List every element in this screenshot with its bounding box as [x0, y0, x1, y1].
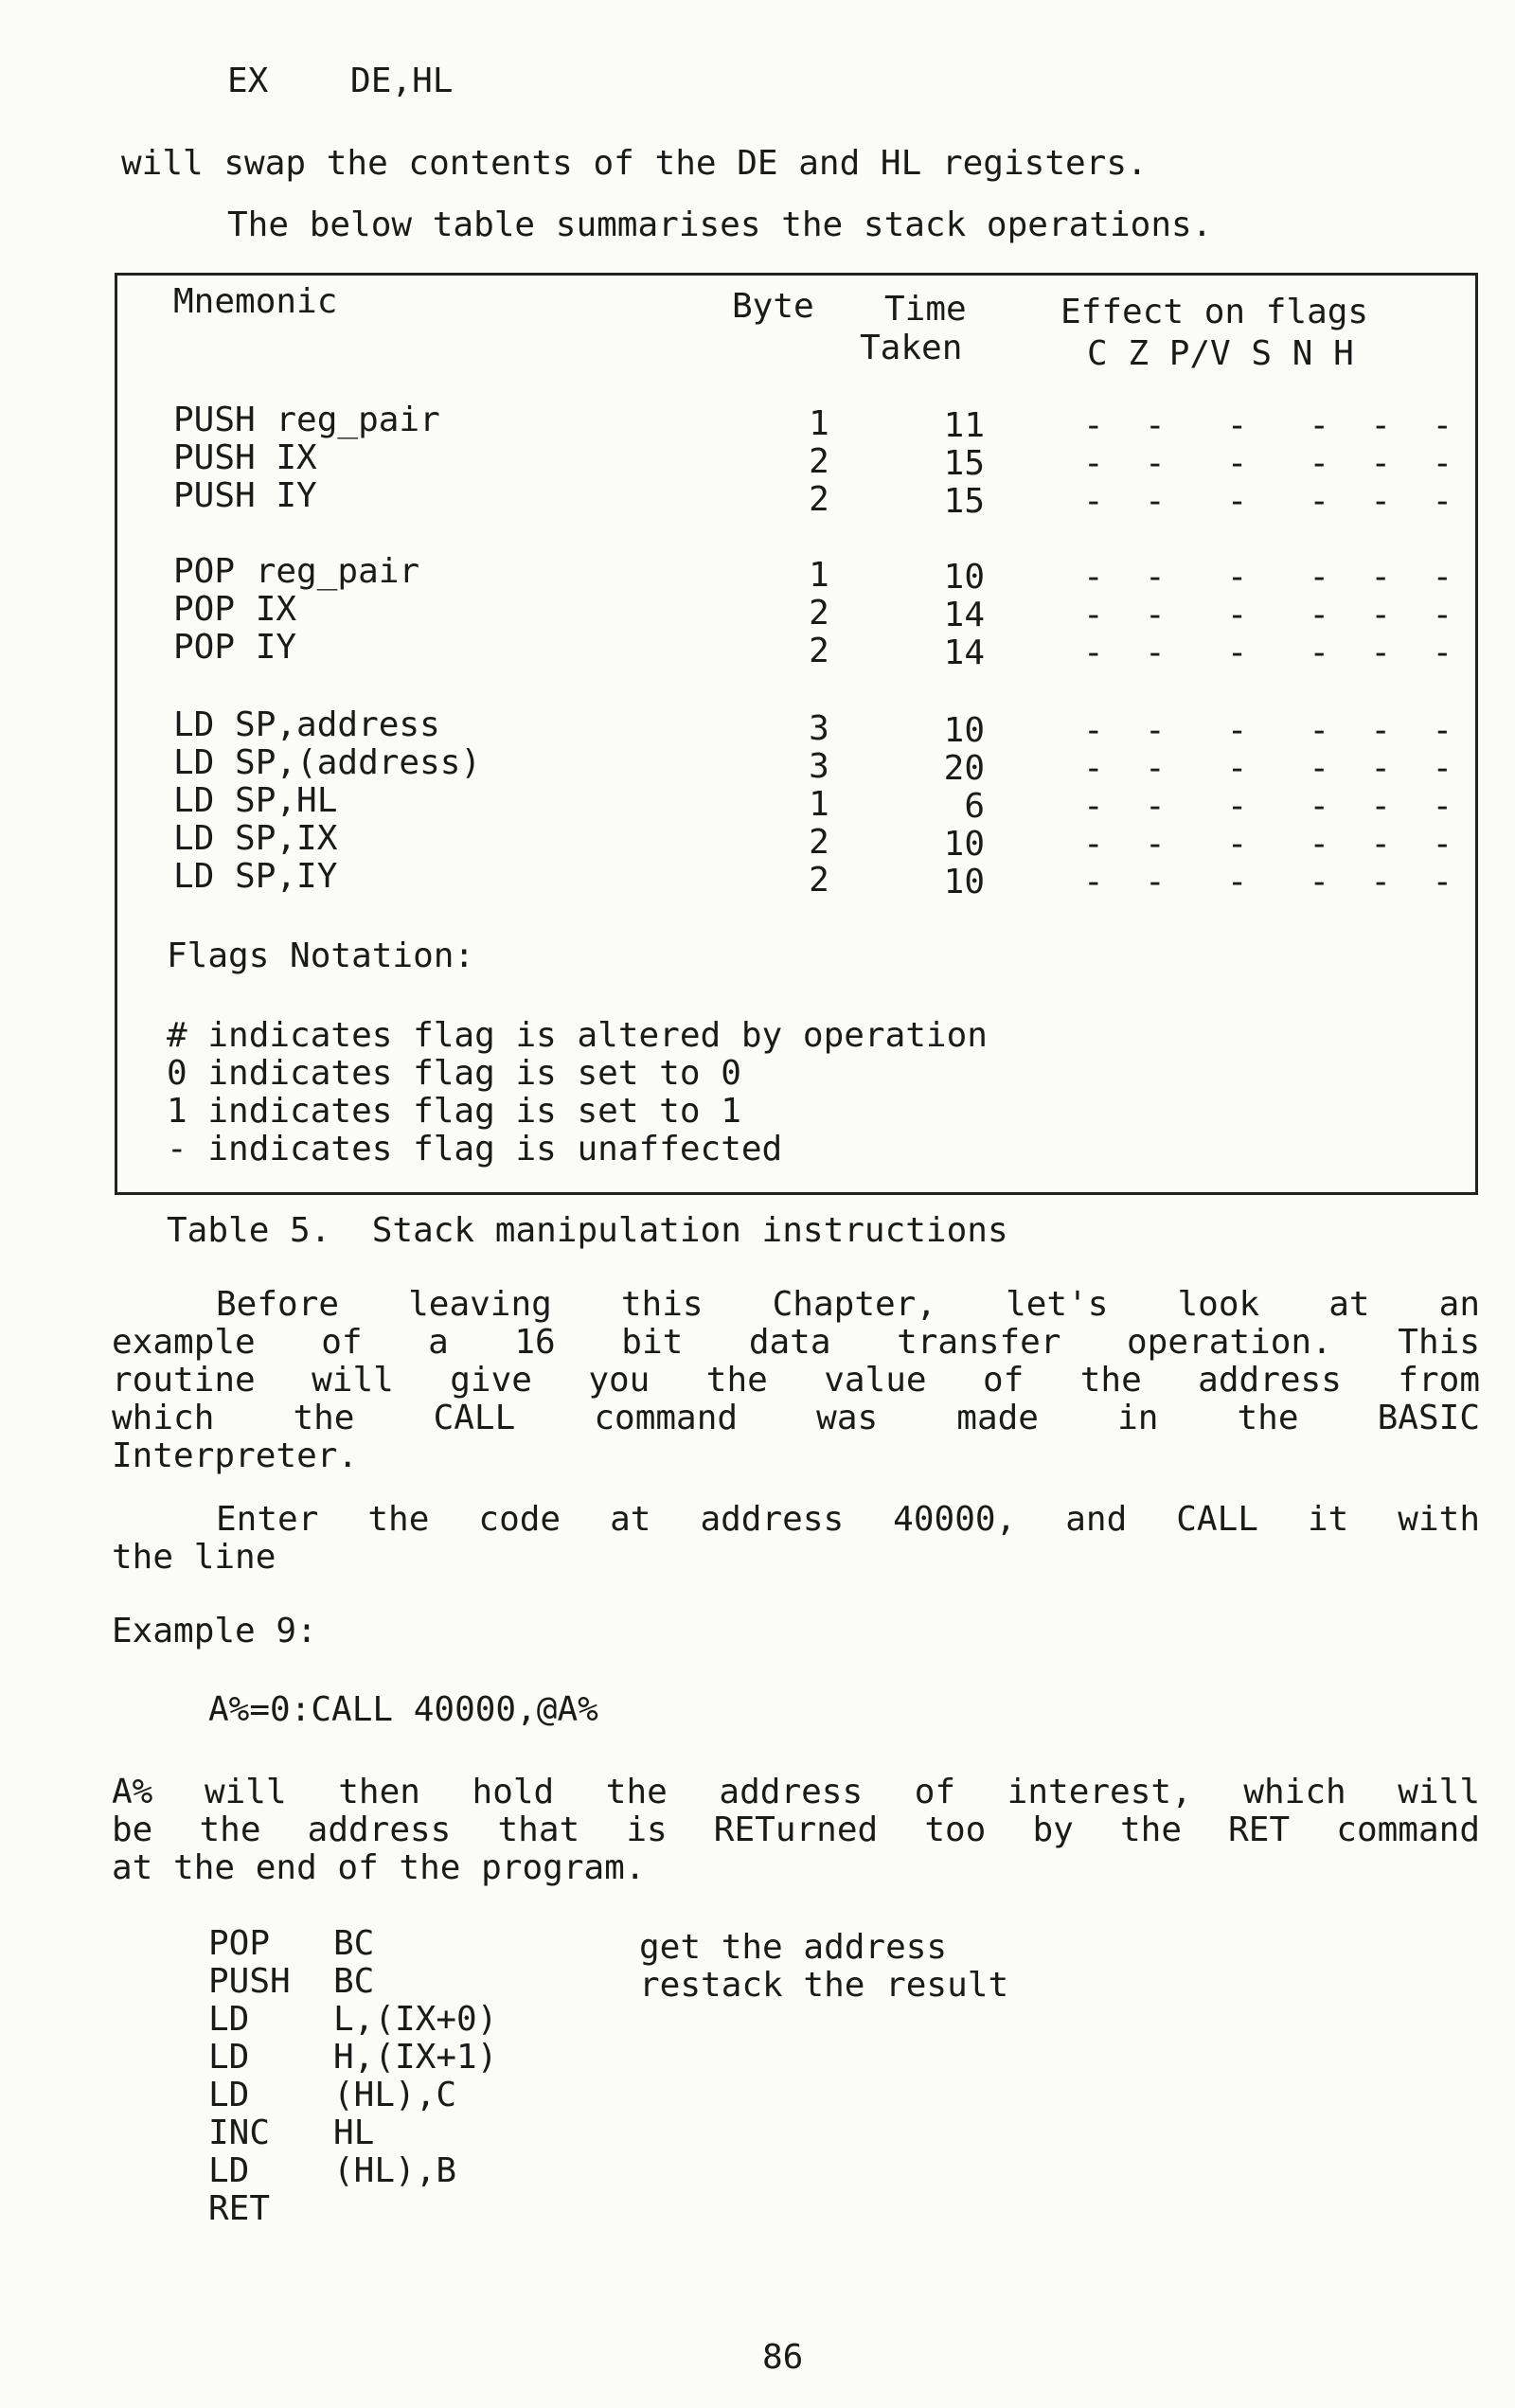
row-flags: - - - - - - [1083, 482, 1453, 521]
notation-line: # indicates flag is altered by operation [167, 1016, 988, 1055]
notation-line: 0 indicates flag is set to 0 [167, 1054, 741, 1093]
para2-last-line: the line [112, 1538, 276, 1577]
table-intro-text: The below table summarises the stack operations. [227, 205, 1213, 244]
header-flag-columns: C Z P/V S N H [1087, 334, 1354, 373]
para1-line: routine will give you the value of the address from [112, 1361, 1480, 1400]
para2-line: Enter the code at address 40000, and CALL it with [216, 1500, 1480, 1539]
listing-arg: HL [333, 2114, 375, 2152]
header-effect-on-flags: Effect on flags [1060, 293, 1369, 331]
row-time: 20 [943, 749, 985, 788]
row-byte: 2 [809, 442, 829, 481]
row-time: 14 [943, 633, 985, 672]
row-flags: - - - - - - [1083, 444, 1453, 483]
row-time: 10 [943, 825, 985, 864]
row-byte: 1 [809, 404, 829, 443]
header-time-taken: Taken [860, 329, 963, 367]
row-mnemonic: LD SP,address [173, 705, 440, 744]
row-byte: 2 [809, 632, 829, 670]
row-mnemonic: PUSH reg_pair [173, 401, 440, 439]
row-flags: - - - - - - [1083, 863, 1453, 901]
listing-arg: H,(IX+1) [333, 2038, 498, 2077]
page-number: 86 [762, 2338, 804, 2377]
row-time: 11 [943, 406, 985, 445]
row-byte: 3 [809, 747, 829, 786]
notation-line: 1 indicates flag is set to 1 [167, 1092, 741, 1131]
row-mnemonic: LD SP,HL [173, 781, 338, 820]
row-flags: - - - - - - [1083, 596, 1453, 634]
para1-line: Before leaving this Chapter, let's look at an [216, 1285, 1480, 1324]
para1-line: example of a 16 bit data transfer operation. This [112, 1323, 1480, 1362]
row-byte: 1 [809, 556, 829, 595]
row-mnemonic: PUSH IY [173, 476, 317, 515]
row-time: 14 [943, 596, 985, 634]
listing-op: LD [208, 2151, 250, 2190]
example-label: Example 9: [112, 1612, 317, 1650]
row-time: 10 [943, 711, 985, 750]
listing-arg: (HL),B [333, 2151, 457, 2190]
notation-line: - indicates flag is unaffected [167, 1130, 783, 1168]
para3-line: A% will then hold the address of interest, which will [112, 1773, 1480, 1811]
header-time: Time [884, 290, 967, 329]
row-mnemonic: LD SP,(address) [173, 743, 482, 782]
table-caption: Table 5. Stack manipulation instructions [167, 1211, 1008, 1250]
row-mnemonic: POP IY [173, 628, 297, 667]
listing-op: INC [208, 2114, 271, 2152]
row-flags: - - - - - - [1083, 633, 1453, 672]
listing-comment: get the address [639, 1928, 948, 1967]
para3-last-line: at the end of the program. [112, 1848, 646, 1887]
row-time: 10 [943, 558, 985, 597]
row-mnemonic: LD SP,IX [173, 819, 338, 858]
row-flags: - - - - - - [1083, 787, 1453, 826]
header-mnemonic: Mnemonic [173, 282, 338, 321]
row-byte: 2 [809, 480, 829, 519]
row-byte: 2 [809, 861, 829, 900]
listing-op: LD [208, 2076, 250, 2114]
row-byte: 3 [809, 709, 829, 748]
row-flags: - - - - - - [1083, 711, 1453, 750]
row-byte: 1 [809, 785, 829, 824]
listing-op: POP [208, 1924, 271, 1963]
listing-arg: L,(IX+0) [333, 2000, 498, 2039]
row-mnemonic: POP reg_pair [173, 552, 420, 591]
row-mnemonic: POP IX [173, 590, 297, 629]
row-byte: 2 [809, 594, 829, 633]
listing-arg: (HL),C [333, 2076, 457, 2114]
intro-code-line: EX DE,HL [227, 62, 454, 100]
row-time: 15 [943, 444, 985, 483]
para3-line: be the address that is RETurned too by the RET command [112, 1810, 1480, 1849]
flags-notation-title: Flags Notation: [167, 936, 475, 975]
para1-line: which the CALL command was made in the BASIC [112, 1399, 1480, 1437]
listing-op: LD [208, 2038, 250, 2077]
row-byte: 2 [809, 823, 829, 862]
row-mnemonic: LD SP,IY [173, 857, 338, 896]
intro-swap-text: will swap the contents of the DE and HL registers. [121, 144, 1148, 183]
listing-arg: BC [333, 1924, 375, 1963]
listing-arg: BC [333, 1962, 375, 2001]
row-flags: - - - - - - [1083, 558, 1453, 597]
listing-comment: restack the result [639, 1966, 1009, 2005]
row-time: 10 [943, 863, 985, 901]
row-flags: - - - - - - [1083, 749, 1453, 788]
listing-op: LD [208, 2000, 250, 2039]
row-flags: - - - - - - [1083, 825, 1453, 864]
listing-op: RET [208, 2189, 271, 2228]
row-time: 15 [943, 482, 985, 521]
row-time: 6 [964, 787, 985, 826]
row-mnemonic: PUSH IX [173, 438, 317, 477]
example-code: A%=0:CALL 40000,@A% [208, 1690, 598, 1729]
row-flags: - - - - - - [1083, 406, 1453, 445]
para1-last-line: Interpreter. [112, 1436, 359, 1475]
header-byte: Byte [732, 287, 814, 326]
listing-op: PUSH [208, 1962, 291, 2001]
